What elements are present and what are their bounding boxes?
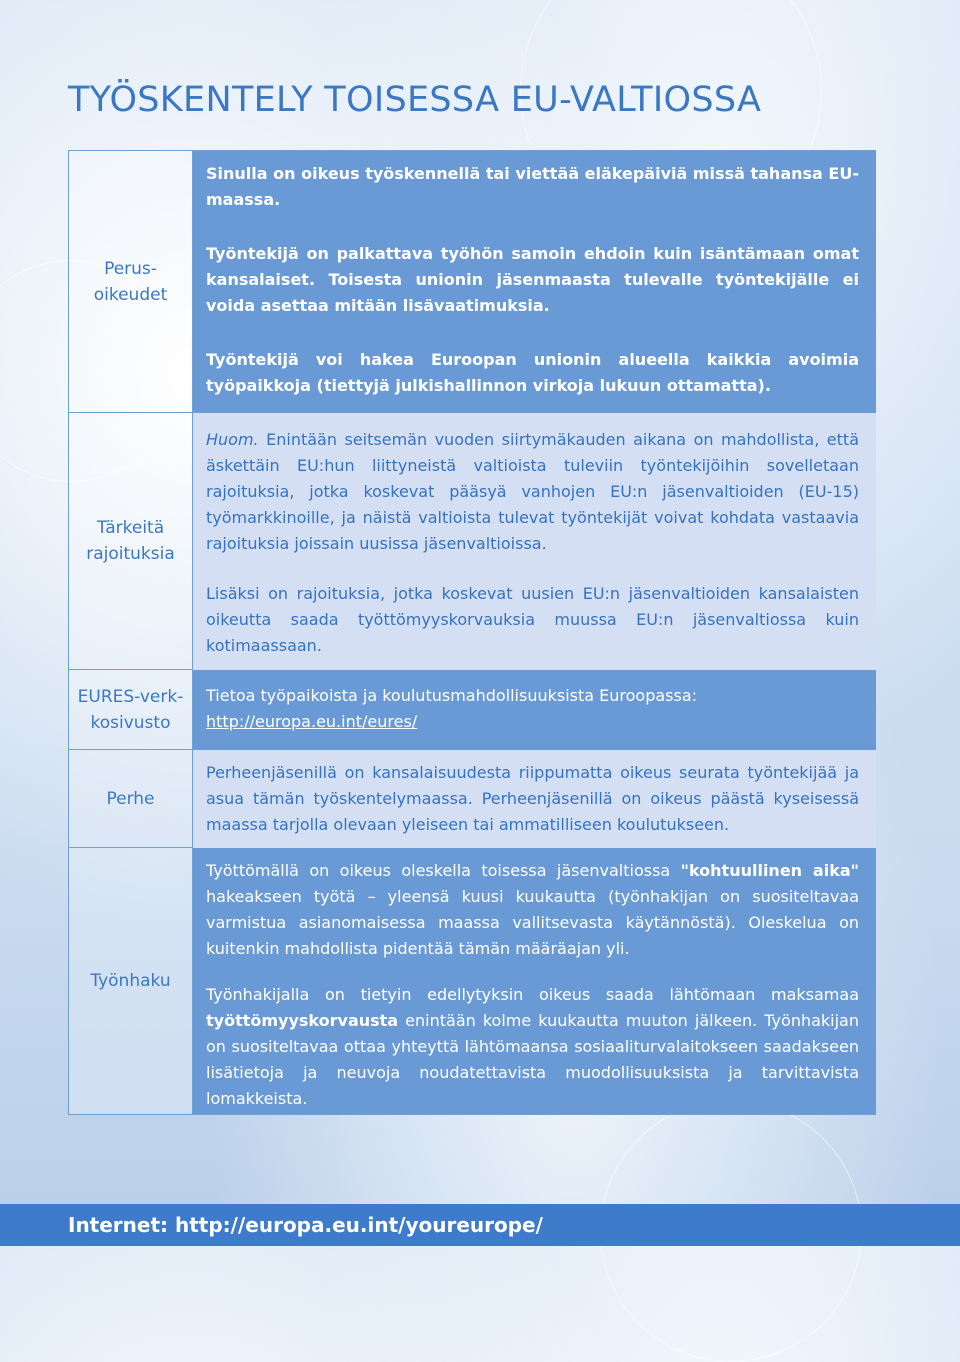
paragraph — [206, 982, 859, 1112]
paragraph-text: Työttömällä on oikeus oleskella toisessa jäsenvaltiossa — [206, 861, 681, 880]
label-line: Työnhaku — [90, 971, 171, 991]
row-content-eures — [193, 670, 876, 750]
row-content-perhe — [193, 750, 876, 848]
paragraph: Työntekijä on palkattava työhön samoin ehdoin kuin isäntämaan omat kansalaiset. Toisesta unionin jäsenmaasta tulevalle työntekijälle ei voida asettaa mitään lisävaatimuksia. — [206, 244, 859, 315]
paragraph-text: Enintään seitsemän vuoden siirtymäkauden aikana on mahdollista, että äskettäin EU:hun liittyneistä valtioista tuleviin työntekijöihin sovelletaan rajoituksia, jotka koskevat pääsyä vanhojen EU:n jäsenvaltioiden (EU-15) työmarkkinoille, ja näistä valtioista tulevat työntekijät voivat kohdata vastaavia rajoituksia joissain uusissa jäsenvaltioissa. — [206, 430, 859, 553]
row-label-rajoitukset — [69, 413, 193, 670]
paragraph: Työntekijä voi hakea Euroopan unionin alueella kaikkia avoimia työpaikkoja (tiettyjä julkishallinnon virkoja lukuun ottamatta). — [206, 350, 859, 395]
footer-bar — [0, 1204, 960, 1246]
huom-label: Huom. — [206, 430, 259, 449]
paragraph — [206, 683, 859, 735]
row-label-tyonhaku — [69, 848, 193, 1114]
footer-link[interactable]: Internet: http://europa.eu.int/youreurope/ — [68, 1213, 543, 1237]
row-content-rajoitukset — [193, 413, 876, 670]
paragraph — [206, 427, 859, 557]
label-line: oikeudet — [93, 284, 168, 305]
label-line: Perus- — [104, 258, 157, 279]
paragraph — [206, 858, 859, 962]
row-content-tyonhaku — [193, 848, 876, 1114]
eures-link[interactable]: http://europa.eu.int/eures/ — [206, 712, 418, 731]
emphasis: "kohtuullinen aika" — [680, 861, 859, 880]
row-label-eures — [69, 670, 193, 750]
row-label-perhe — [69, 750, 193, 848]
label-line: kosivusto — [90, 712, 171, 733]
info-table — [68, 150, 876, 1115]
eures-text: Tietoa työpaikoista ja koulutusmahdollisuuksista Euroopassa: — [206, 686, 698, 705]
paragraph: Sinulla on oikeus työskennellä tai viettää eläkepäiviä missä tahansa EU-maassa. — [206, 164, 859, 209]
paragraph-text: hakeakseen työtä – yleensä kuusi kuukautta (työnhakijan on suositeltavaa varmistua asianomaisessa maassa vallitsevasta käytännöstä). Oleskelua on kuitenkin mahdollista pidentää tämän määräajan yli. — [206, 887, 859, 958]
row-label-perusoikeudet — [69, 151, 193, 413]
paragraph: Lisäksi on rajoituksia, jotka koskevat uusien EU:n jäsenvaltioiden kansalaisten oikeutta saada työttömyyskorvauksia muussa EU:n jäsenvaltiossa kuin kotimaassaan. — [206, 584, 859, 655]
paragraph-text: Työnhakijalla on tietyin edellytyksin oikeus saada lähtömaan maksamaa — [206, 985, 859, 1004]
label-line: EURES-verk- — [77, 686, 184, 707]
label-line: Perhe — [106, 788, 155, 809]
paragraph-text: enintään kolme kuukautta muuton jälkeen. Työnhakijan on suositeltavaa ottaa yhteyttä lähtömaansa sosiaaliturvalaitokseen saadakseen lisätietoja ja neuvoja noudatettavista muodollisuuksista ja tarvittavista lomakkeista. — [206, 1011, 859, 1108]
row-content-perusoikeudet-2 — [193, 333, 876, 413]
label-line: rajoituksia — [86, 544, 175, 564]
paragraph: Perheenjäsenillä on kansalaisuudesta riippumatta oikeus seurata työntekijää ja asua tämän työskentelymaassa. Perheenjäsenillä on oikeus päästä kyseisessä maassa tarjolla olevaan yleiseen tai ammatilliseen koulutukseen. — [206, 763, 859, 834]
label-line: Tärkeitä — [96, 518, 165, 538]
page-title: TYÖSKENTELY TOISESSA EU-VALTIOSSA — [68, 80, 762, 120]
emphasis: työttömyyskorvausta — [206, 1011, 399, 1030]
